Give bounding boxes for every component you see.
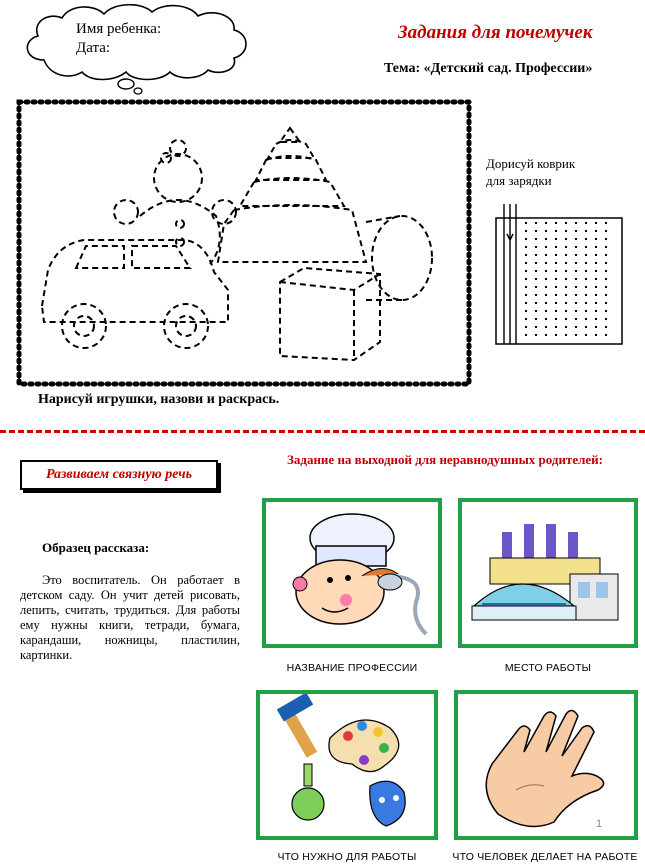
card-actions (454, 690, 638, 840)
weekend-task-heading: Задание на выходной для неравнодушных родителей: (287, 452, 603, 467)
mat-instruction-line2: для зарядки (486, 173, 552, 188)
child-name-label: Имя ребенка: (76, 21, 162, 37)
hand-icon (458, 694, 634, 836)
card-caption-tools: ЧТО НУЖНО ДЛЯ РАБОТЫ (277, 851, 417, 863)
speech-heading-box (20, 460, 218, 490)
toys-tracing-drawing (14, 94, 476, 390)
card-caption-profession: НАЗВАНИЕ ПРОФЕССИИ (286, 662, 418, 674)
card-workplace (458, 498, 638, 648)
card-caption-actions: ЧТО ЧЕЛОВЕК ДЕЛАЕТ НА РАБОТЕ (452, 851, 638, 863)
sample-story-text: Это воспитатель. Он работает в детском саду. Он учит детей рисовать, лепить, считать, трудиться. Для работы ему нужны книги, тетради, бумага, карандаши, ножницы, пластилин, картинки. (20, 573, 240, 662)
page-theme: Тема: «Детский сад. Профессии» (384, 61, 593, 76)
building-icon (462, 502, 634, 644)
cook-icon (266, 502, 438, 644)
name-cloud (14, 0, 254, 96)
toys-drawing-frame (14, 94, 476, 390)
draw-toys-instruction: Нарисуй игрушки, назови и раскрась. (38, 392, 280, 407)
speech-heading: Развиваем связную речь (45, 467, 193, 482)
card-caption-workplace: МЕСТО РАБОТЫ (504, 662, 592, 674)
card-tools (256, 690, 438, 840)
exercise-mat-grid (490, 202, 626, 346)
page-number: 1 (596, 818, 603, 830)
section-divider (0, 430, 645, 433)
card-profession-name (262, 498, 442, 648)
mat-instruction-line1: Дорисуй коврик (486, 156, 576, 171)
page-title: Задания для почемучек (398, 22, 593, 43)
cloud-shape (14, 0, 254, 96)
dotted-mat-drawing (490, 202, 626, 346)
date-label: Дата: (76, 40, 111, 56)
sample-story-title: Образец рассказа: (42, 540, 150, 555)
tools-icon (260, 694, 434, 836)
